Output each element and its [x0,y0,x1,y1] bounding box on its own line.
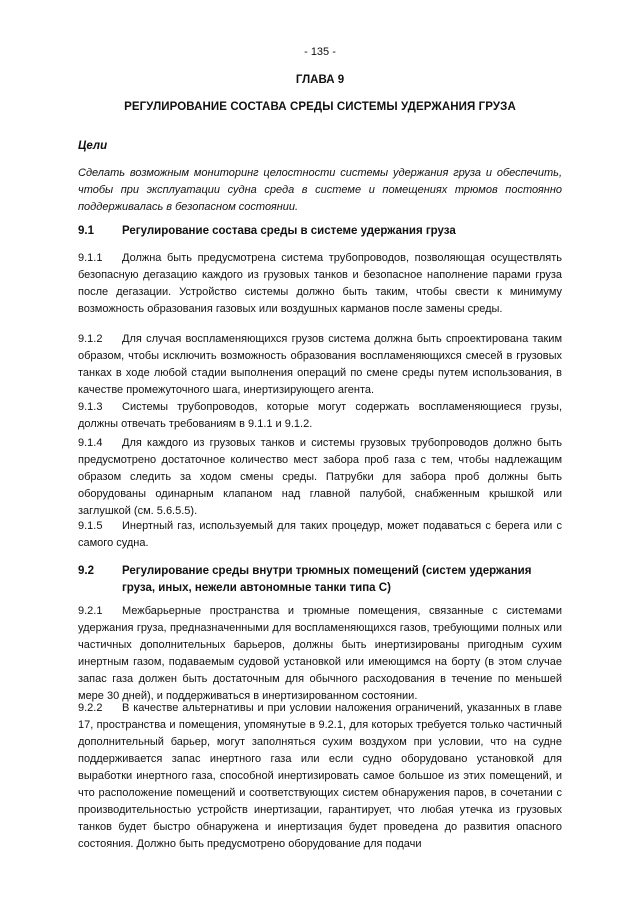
clause-text: Для каждого из грузовых танков и системы грузовых трубопроводов должно быть предусмотрено достаточное количество мест забора проб газа с тем, чтобы надлежащим образом следить за ходом смены среды. Патрубки для забора проб должны быть оборудованы одинарным клапаном над главной палубой, снабженным крышкой или заглушкой (см. 5.6.5.5). [78,437,562,517]
clause-number: 9.2.2 [78,702,103,714]
clause-number: 9.1.5 [78,520,103,532]
clause-9-1-4 [78,435,562,520]
clause-9-2-1 [78,603,562,705]
clause-text: Инертный газ, используемый для таких процедур, может подаваться с берега или с самого судна. [78,520,562,549]
clause-9-1-2 [78,331,562,399]
page-number: - 135 - [304,46,336,58]
section-heading-9-1 [78,223,562,240]
section-title: Регулирование состава среды в системе удержания груза [122,225,456,237]
chapter-label: ГЛАВА 9 [295,74,345,86]
clause-text: Межбарьерные пространства и трюмные помещения, связанные с системами удержания груза, предназначенными для воспламеняющихся газов, требующими полных или частичных дополнительных барьеров, должны быть инертизированы пригодным сухим инертным газом, подаваемым судовой установкой или имеющимся на борту (в этом случае запас газа должен быть достаточным для обычного расходования в течение по меньшей мере 30 дней), и поддерживаться в инертизированном состоянии. [78,605,562,702]
clause-text: Системы трубопроводов, которые могут содержать воспламеняющиеся грузы, должны отвечать требованиям в 9.1.1 и 9.1.2. [78,401,562,430]
clause-text: В качестве альтернативы и при условии наложения ограничений, указанных в главе 17, пространства и помещения, упомянутые в 9.2.1, для которых требуется только частичный дополнительный барьер, могут заполняться сухим воздухом при условии, что на судне поддерживается запас инертного газа или если судно оборудовано установкой для выработки инертного газа, способной инертизировать самое большое из этих помещений, и что расположение помещений и соответствующих систем обнаружения паров, в сочетании с производительностью устройств инертизации, гарантирует, что любая утечка из грузовых танков будет быстро обнаружена и инертизация будет проведена до развития опасного состояния. Должно быть предусмотрено оборудование для подачи [78,702,562,850]
clause-9-1-1 [78,250,562,318]
clause-text: Для случая воспламеняющихся грузов система должна быть спроектирована таким образом, чтобы исключить возможность образования воспламеняющихся смесей в грузовых танках в ходе любой стадии выполнения операций по смене среды путем использования, в качестве промежуточного шага, инертизирующего агента. [78,333,562,396]
clause-9-1-5 [78,518,562,552]
goals-heading: Цели [78,140,108,152]
clause-text: Должна быть предусмотрена система трубопроводов, позволяющая осуществлять безопасную дегазацию каждого из грузовых танков и безопасное наполнение парами груза после дегазации. Устройство системы должно быть таким, чтобы свести к минимуму возможность образования газовых или воздушных карманов после замены среды. [78,252,562,315]
clause-9-2-2 [78,700,562,853]
clause-number: 9.1.2 [78,333,103,345]
goals-paragraph: Сделать возможным мониторинг целостности системы удержания груза и обеспечить, чтобы при эксплуатации судна среда в системе и помещениях трюмов постоянно поддерживалась в безопасном состоянии. [78,167,562,213]
clause-number: 9.1.1 [78,252,103,264]
section-heading-9-2 [78,563,562,597]
section-title: Регулирование среды внутри трюмных помещений (систем удержания груза, иных, нежели автономные танки типа C) [122,565,532,594]
section-number: 9.1 [78,225,94,237]
clause-number: 9.1.4 [78,437,103,449]
section-number: 9.2 [78,565,94,577]
clause-number: 9.1.3 [78,401,103,413]
chapter-title: РЕГУЛИРОВАНИЕ СОСТАВА СРЕДЫ СИСТЕМЫ УДЕРЖАНИЯ ГРУЗА [124,101,516,113]
clause-9-1-3 [78,399,562,433]
clause-number: 9.2.1 [78,605,103,617]
